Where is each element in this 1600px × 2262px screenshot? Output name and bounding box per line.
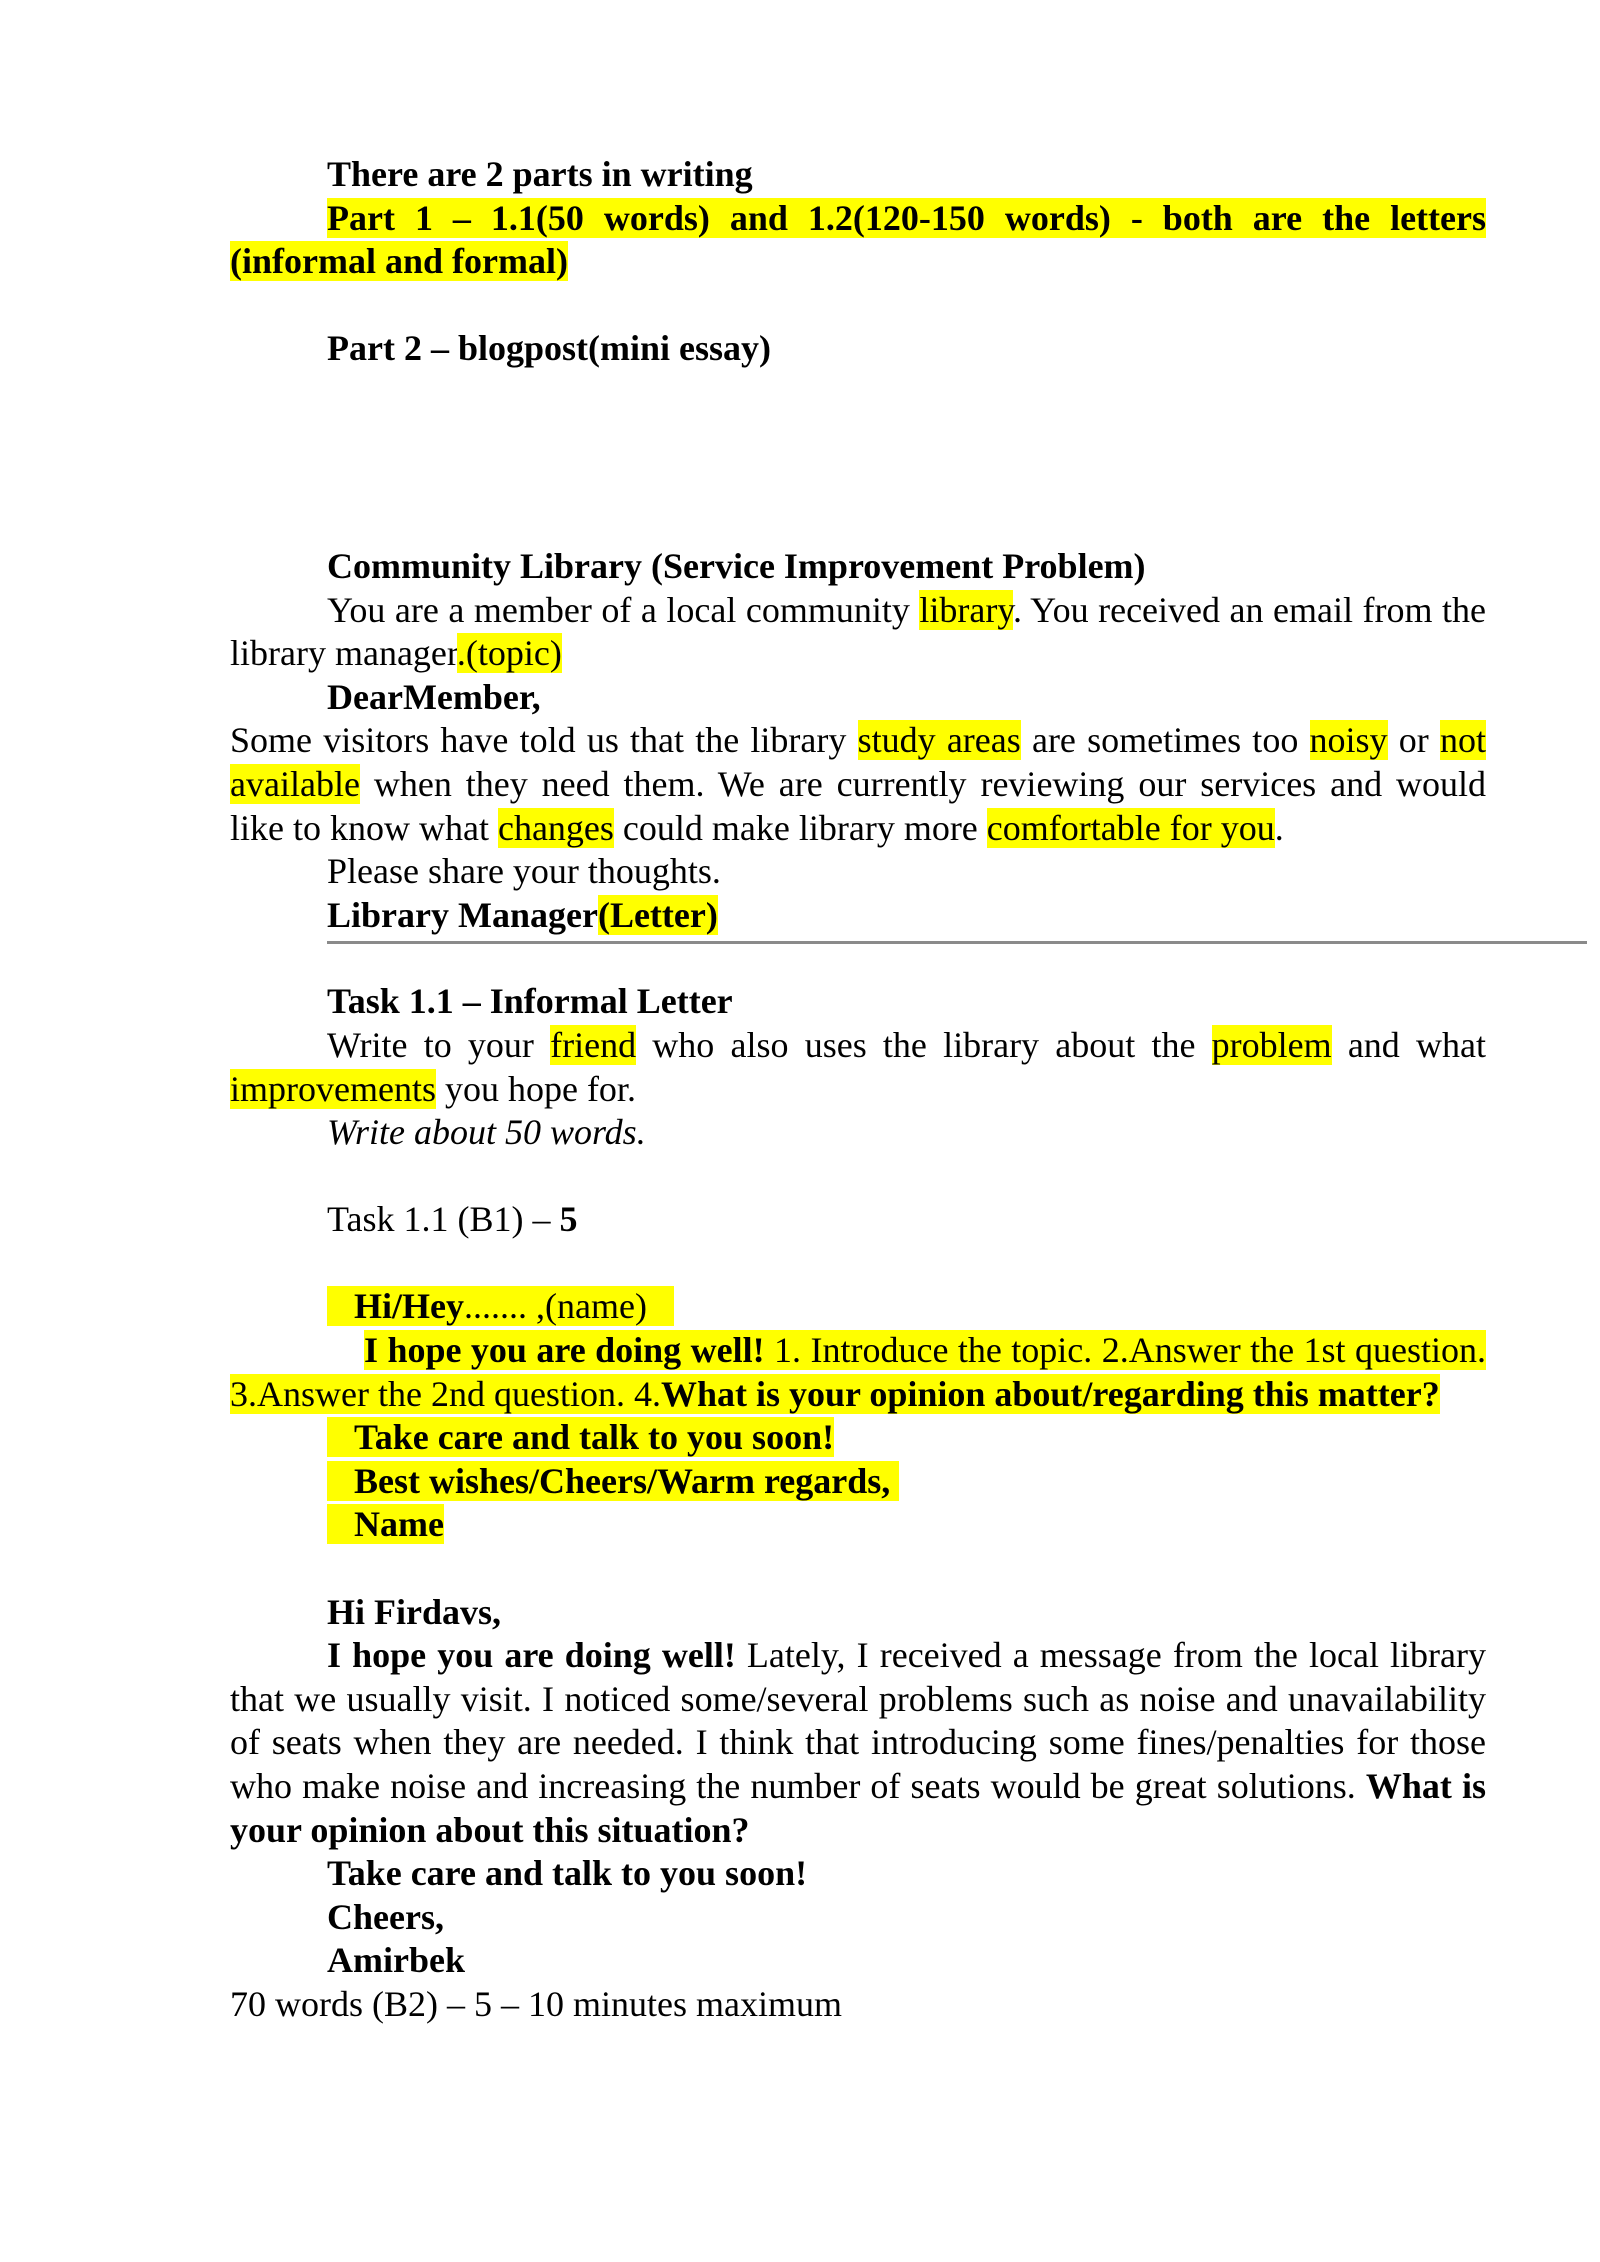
template-greeting-rest: ....... ,(name) xyxy=(464,1286,647,1327)
signature-text: Library Manager xyxy=(327,894,598,935)
example-question: What is your opinion about this situation? xyxy=(230,1766,1487,1850)
task-text: Write to your xyxy=(327,1024,551,1065)
template-greeting xyxy=(230,1285,1486,1329)
example-hope: I hope you are doing well! xyxy=(327,1635,736,1676)
task-score-value: 5 xyxy=(559,1199,578,1240)
highlight-topic: .(topic) xyxy=(456,633,562,674)
task-text-4: you hope for. xyxy=(435,1068,636,1109)
template-opinion: What is your opinion about/regarding this matter? xyxy=(660,1373,1440,1414)
highlight-friend: friend xyxy=(550,1024,637,1065)
task-score-label: Task 1.1 (B1) – xyxy=(327,1199,560,1240)
template-body-hl xyxy=(230,1330,1486,1414)
prompt-intro-text-2: . You received an email from the library manager xyxy=(230,589,1486,674)
email-body-text-6: . xyxy=(1274,807,1284,848)
template-greeting-hl xyxy=(327,1286,674,1326)
highlight-library: library xyxy=(919,589,1013,630)
prompt-intro xyxy=(230,589,1486,676)
highlight-not-available: not available xyxy=(230,720,1486,804)
template-steps: 1. Introduce the topic. 2.Answer the 1st question. 3.Answer the 2nd question. 4. xyxy=(230,1330,1486,1414)
task-text-2: who also uses the library about the xyxy=(636,1024,1212,1065)
divider-line xyxy=(327,941,1587,944)
template-closing-3-hl xyxy=(327,1504,444,1544)
email-greeting: DearMember, xyxy=(327,676,541,717)
prompt-title: Community Library (Service Improvement Problem) xyxy=(327,545,1146,586)
highlight-comfortable: comfortable for you xyxy=(986,807,1275,848)
highlight-changes: changes xyxy=(497,807,614,848)
part1-text: Part 1 – 1.1(50 words) and 1.2(120-150 words) - both are the letters (informal and formal) xyxy=(230,197,1486,282)
email-body-text-2: are sometimes too xyxy=(1020,720,1310,761)
email-signature xyxy=(230,894,1486,938)
template-closing-1-hl xyxy=(327,1417,834,1457)
task-score xyxy=(230,1198,1486,1242)
email-body xyxy=(230,719,1486,850)
template-closing-3 xyxy=(230,1503,1486,1547)
template-hope: I hope you are doing well! xyxy=(364,1330,765,1371)
example-footer: 70 words (B2) – 5 – 10 minutes maximum xyxy=(230,1983,842,2024)
email-share: Please share your thoughts. xyxy=(327,851,721,892)
highlight-study-areas: study areas xyxy=(857,720,1021,761)
email-body-text: Some visitors have told us that the library xyxy=(230,720,858,761)
document-content xyxy=(230,153,1486,2027)
email-body-text-4: when they need them. We are currently reviewing our services and would like to know what xyxy=(230,763,1486,848)
intro-line: There are 2 parts in writing xyxy=(327,154,753,194)
highlight-noisy: noisy xyxy=(1309,720,1388,761)
template-body xyxy=(230,1329,1486,1416)
template-closing-1 xyxy=(230,1416,1486,1460)
template-closing-1-text: Take care and talk to you soon! xyxy=(354,1417,835,1458)
example-cheers: Cheers, xyxy=(327,1896,444,1937)
template-greeting-bold: Hi/Hey xyxy=(354,1286,464,1327)
part2-line: Part 2 – blogpost(mini essay) xyxy=(327,328,771,369)
task-word-count: Write about 50 words. xyxy=(327,1112,646,1153)
example-greeting: Hi Firdavs, xyxy=(327,1591,502,1632)
task-instructions xyxy=(230,1024,1486,1111)
example-body-text: Lately, I received a message from the local library that we usually visit. I noticed some/several problems such as noise and unavailability of seats when they are needed. I think that introducing some fines/penalties for those who make noise and increasing the number of seats would be great solutions. xyxy=(230,1635,1486,1806)
highlight-letter: (Letter) xyxy=(597,894,718,935)
part1-line xyxy=(230,197,1486,284)
task-title: Task 1.1 – Informal Letter xyxy=(327,981,733,1022)
email-body-text-3: or xyxy=(1387,720,1440,761)
example-name: Amirbek xyxy=(327,1940,465,1981)
highlight-improvements: improvements xyxy=(230,1068,436,1109)
highlight-problem: problem xyxy=(1211,1024,1332,1065)
email-body-text-5: could make library more xyxy=(613,807,987,848)
example-body xyxy=(230,1634,1486,1852)
task-text-3: and what xyxy=(1331,1024,1486,1065)
template-closing-2-hl xyxy=(327,1461,899,1501)
example-closing: Take care and talk to you soon! xyxy=(327,1853,808,1894)
template-closing-2 xyxy=(230,1460,1486,1504)
template-closing-3-text: Name xyxy=(354,1504,444,1545)
template-closing-2-text: Best wishes/Cheers/Warm regards, xyxy=(354,1460,891,1501)
prompt-intro-text: You are a member of a local community xyxy=(327,589,920,630)
